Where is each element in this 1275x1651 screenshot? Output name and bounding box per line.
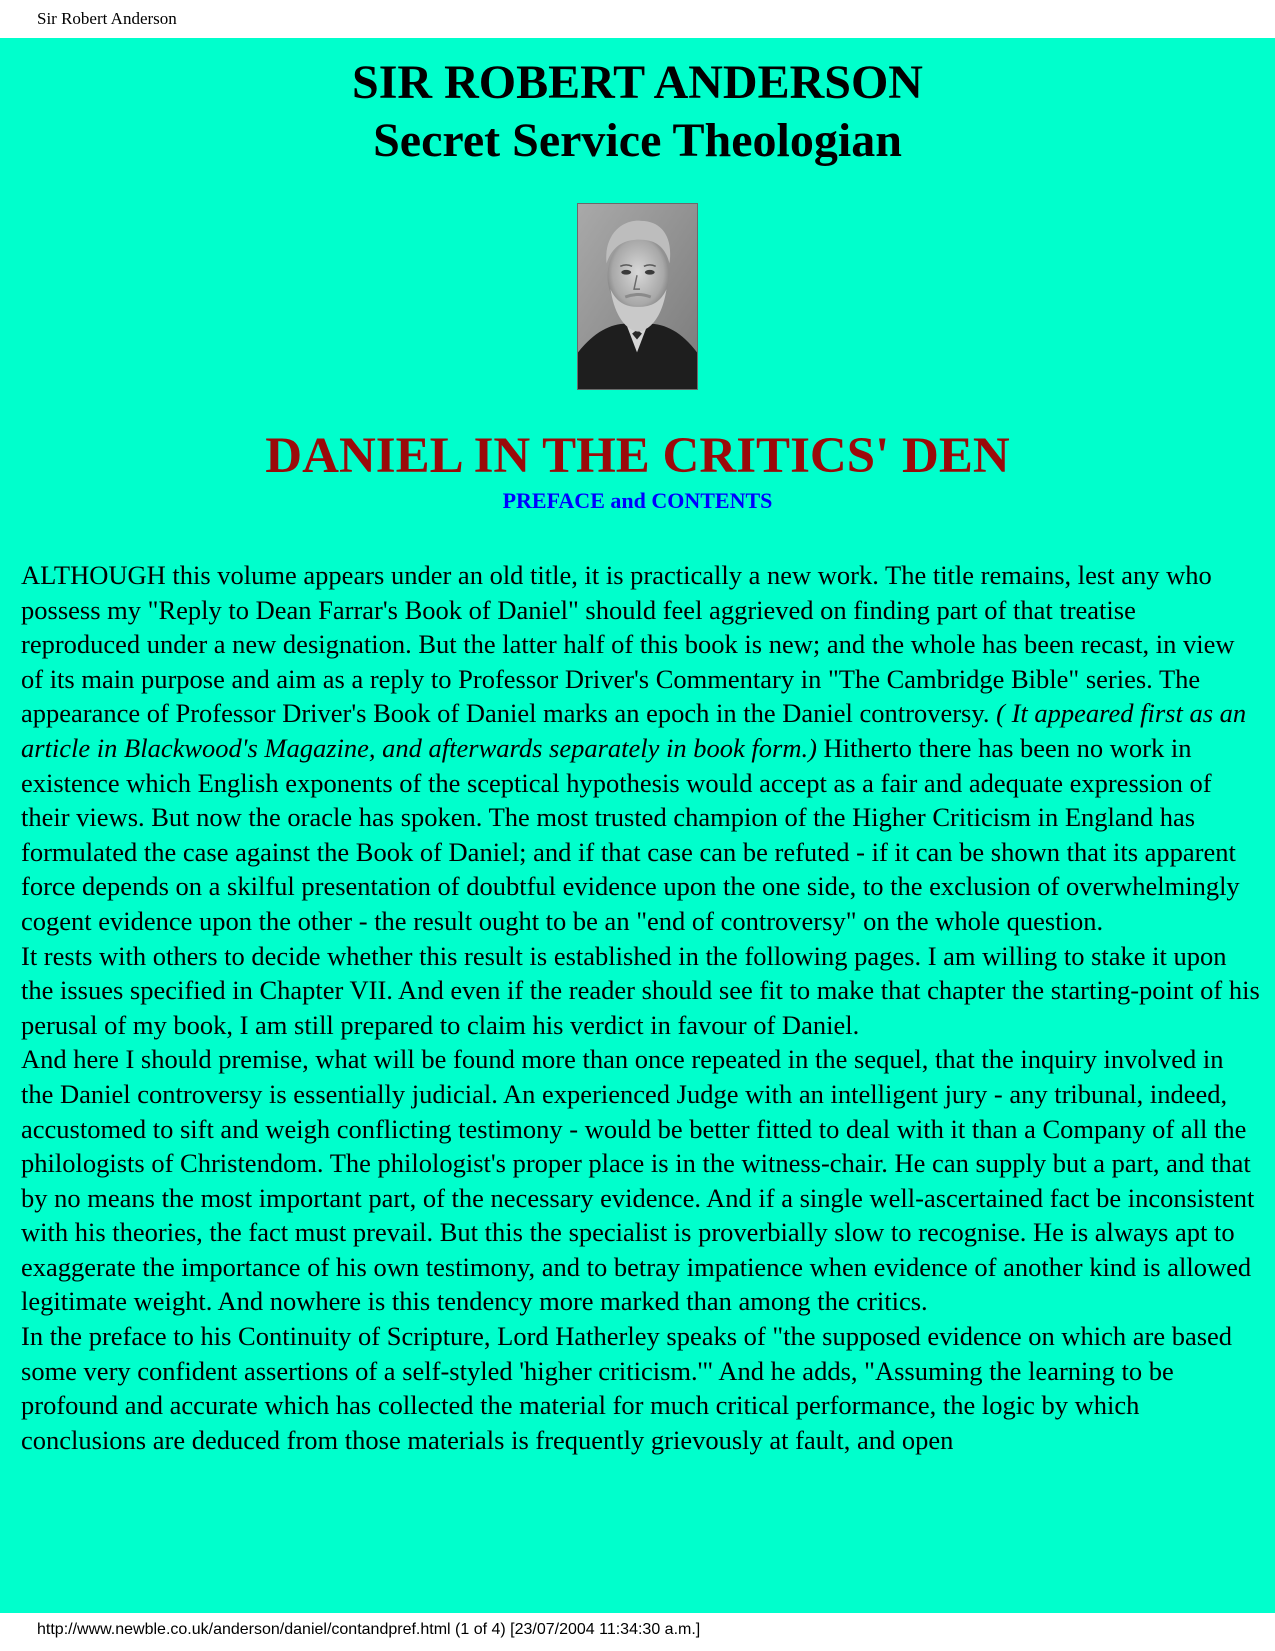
print-footer xyxy=(0,1613,1275,1651)
paragraph-1-italic-note: ( It appeared first as an article in Blackwood's Magazine, and afterwards separately in book form.) xyxy=(21,698,1247,763)
print-header xyxy=(0,0,1275,38)
paragraph-2: It rests with others to decide whether this result is established in the following pages. I am willing to stake it upon the issues specified in Chapter VII. And even if the reader should see fit to make that chapter the starting-point of his perusal of my book, I am still prepared to claim his verdict in favour of Daniel. xyxy=(21,940,1260,1040)
body-text xyxy=(21,558,1261,1457)
page-title-line1: SIR ROBERT ANDERSON xyxy=(352,56,923,109)
page-content xyxy=(0,38,1275,1613)
print-footer-url: http://www.newble.co.uk/anderson/daniel/contandpref.html (1 of 4) [23/07/2004 11:34:30 a.m.] xyxy=(37,1621,701,1638)
paragraph-1 xyxy=(21,558,1261,939)
page-title xyxy=(0,54,1275,170)
page-title-line2: Secret Service Theologian xyxy=(373,114,902,167)
paragraph-1-end: Hitherto there has been no work in existence which English exponents of the sceptical hypothesis would accept as a fair and adequate expression of their views. But now the oracle has spoken. The most trusted champion of the Higher Criticism in England has formulated the case against the Book of Daniel; and if that case can be refuted - if it can be shown that its apparent force depends on a skilful presentation of doubtful evidence upon the one side, to the exclusion of overwhelmingly cogent evidence upon the other - the result ought to be an "end of controversy" on the whole question. xyxy=(21,732,1240,936)
paragraph-3: And here I should premise, what will be found more than once repeated in the sequel, that the inquiry involved in the Daniel controversy is essentially judicial. An experienced Judge with an intelligent jury - any tribunal, indeed, accustomed to sift and weigh conflicting testimony - would be better fitted to deal with it than a Company of all the philologists of Christendom. The philologist's proper place is in the witness-chair. He can supply but a part, and that by no means the most important part, of the necessary evidence. And if a single well-ascertained fact be inconsistent with his theories, the fact must prevail. But this the specialist is proverbially slow to recognise. He is always apt to exaggerate the importance of his own testimony, and to betray impatience when evidence of another kind is allowed legitimate weight. And nowhere is this tendency more marked than among the critics. xyxy=(21,1044,1255,1317)
portrait-photo-icon xyxy=(578,204,697,389)
title-block xyxy=(0,54,1275,170)
paragraph-4: In the preface to his Continuity of Scripture, Lord Hatherley speaks of "the supposed evidence on which are based some very confident assertions of a self-styled 'higher criticism.'" And he adds, "Assuming the learning to be profound and accurate which has collected the material for much critical performance, the logic by which conclusions are deduced from those materials is frequently grievously at fault, and open xyxy=(21,1321,1233,1455)
book-title: DANIEL IN THE CRITICS' DEN xyxy=(265,428,1010,484)
print-header-title: Sir Robert Anderson xyxy=(37,9,177,28)
portrait-image xyxy=(577,203,698,390)
paragraph-1-start: ALTHOUGH this volume appears under an old title, it is practically a new work. The title remains, lest any who possess my "Reply to Dean Farrar's Book of Daniel" should feel aggrieved on finding part of that treatise reproduced under a new designation. But the latter half of this book is new; and the whole has been recast, in view of its main purpose and aim as a reply to Professor Driver's Commentary in "The Cambridge Bible" series. The appearance of Professor Driver's Book of Daniel marks an epoch in the Daniel controversy. xyxy=(21,560,1235,729)
preface-contents-link[interactable]: PREFACE and CONTENTS xyxy=(502,488,773,513)
